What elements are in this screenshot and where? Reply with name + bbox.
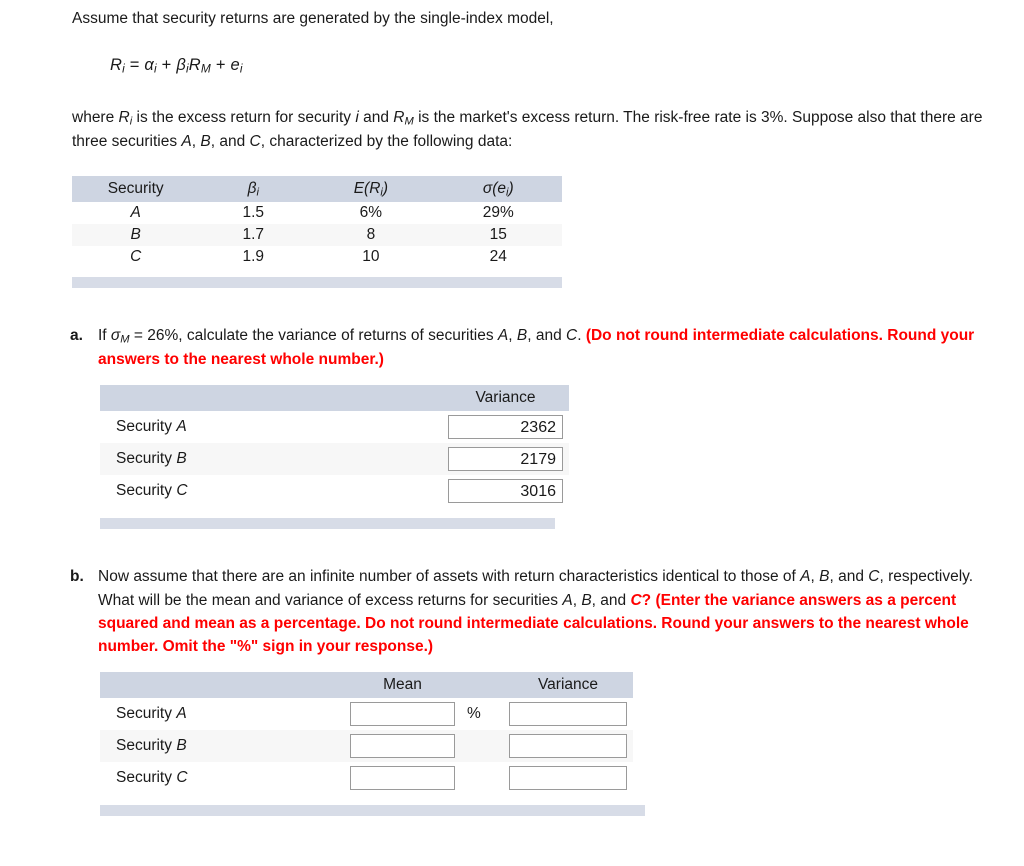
column-header-variance: Variance bbox=[503, 672, 633, 698]
row-label-security-c bbox=[100, 762, 344, 794]
column-header-blank bbox=[100, 385, 442, 411]
equation-plus-2: + bbox=[215, 56, 226, 74]
column-header-percent-spacer bbox=[461, 672, 503, 698]
where-security-a: A bbox=[181, 133, 192, 151]
part-b-sep-1: , bbox=[810, 568, 820, 586]
part-b-sep-4: , and bbox=[591, 591, 631, 609]
table-row bbox=[100, 762, 633, 794]
part-a-table-footer-bar bbox=[100, 518, 555, 529]
row-label-security-c bbox=[100, 475, 442, 507]
table-footer-bar bbox=[72, 277, 562, 288]
row-label-security: C bbox=[176, 769, 188, 787]
part-b-body bbox=[98, 565, 1000, 658]
equation-rm-subscript: M bbox=[200, 61, 212, 76]
mean-input-security-a[interactable] bbox=[350, 702, 455, 726]
cell-security bbox=[72, 202, 199, 224]
row-label-security: B bbox=[176, 450, 187, 468]
part-a-instruction: (Do not round intermediate calculations. Round your answers to the nearest whole number.) bbox=[98, 327, 975, 369]
part-b-text-3: ? bbox=[641, 591, 656, 609]
part-b-label: b. bbox=[70, 568, 84, 586]
table-header-row bbox=[72, 176, 562, 202]
table-row bbox=[72, 246, 562, 268]
percent-sign-security-a: % bbox=[467, 705, 481, 723]
part-a-text-1: If bbox=[98, 327, 111, 345]
column-header-expected-return bbox=[307, 176, 434, 202]
where-text-4: is the market's excess return. The risk-free rate is 3%. Suppose also that there are three securities bbox=[72, 108, 983, 151]
table-header-row bbox=[100, 385, 569, 411]
part-a-answer-block bbox=[100, 385, 1024, 529]
table-row bbox=[100, 443, 569, 475]
equation-alpha-subscript: i bbox=[154, 61, 157, 76]
column-header-blank bbox=[100, 672, 344, 698]
table-header-row bbox=[100, 672, 633, 698]
row-label-security-a bbox=[100, 411, 442, 443]
security-name: A bbox=[130, 204, 141, 222]
equation-alpha: α bbox=[144, 56, 155, 74]
part-b-security-a2: A bbox=[562, 591, 573, 609]
equation-rm: R bbox=[188, 56, 201, 74]
where-text-3: and bbox=[358, 108, 394, 126]
where-sep-1: , bbox=[191, 133, 201, 151]
variance-input-security-c[interactable]: 3016 bbox=[448, 479, 563, 503]
part-b-sep-2: , and bbox=[829, 568, 869, 586]
where-i: i bbox=[355, 108, 359, 126]
equation-beta-subscript: i bbox=[185, 61, 189, 76]
row-label-prefix: Security bbox=[116, 482, 177, 500]
cell-mean-c bbox=[344, 762, 461, 794]
part-b-security-b: B bbox=[819, 568, 830, 586]
security-name: C bbox=[130, 248, 142, 266]
part-b-text-1: Now assume that there are an infinite number of assets with return characteristics identical to those of bbox=[98, 568, 801, 586]
row-label-security-b bbox=[100, 730, 344, 762]
part-b-instruction: (Enter the variance answers as a percent squared and mean as a percentage. Do not round intermediate calculations. Round your answers to the nearest whole number. Omit the "%" sign in your response.) bbox=[98, 591, 969, 656]
where-rm-subscript: M bbox=[404, 115, 414, 128]
cell-variance-a bbox=[442, 411, 569, 443]
part-b-table-footer-bar bbox=[100, 805, 645, 816]
row-label-prefix: Security bbox=[116, 450, 177, 468]
cell-mean-b bbox=[344, 730, 461, 762]
part-a-sep-2: , and bbox=[527, 327, 566, 345]
equation-e: e bbox=[230, 56, 240, 74]
where-text-1: where bbox=[72, 108, 119, 126]
table-row bbox=[100, 411, 569, 443]
equation-beta: β bbox=[176, 56, 186, 74]
variance-input-security-a[interactable]: 2362 bbox=[448, 415, 563, 439]
er-subscript: i bbox=[380, 186, 383, 199]
row-label-prefix: Security bbox=[116, 705, 177, 723]
part-a-text-2: = 26%, calculate the variance of returns of securities bbox=[129, 327, 498, 345]
where-security-b: B bbox=[200, 133, 211, 151]
sigma-subscript: i bbox=[506, 186, 509, 199]
part-b-security-b2: B bbox=[581, 591, 592, 609]
single-index-model-equation bbox=[110, 56, 1024, 76]
given-data-table-wrapper bbox=[72, 176, 562, 288]
cell-variance-b bbox=[442, 443, 569, 475]
variance-input-security-b[interactable] bbox=[509, 734, 627, 758]
table-row bbox=[72, 224, 562, 246]
equation-e-subscript: i bbox=[239, 61, 243, 76]
intro-text: Assume that security returns are generated by the single-index model, bbox=[72, 10, 554, 27]
table-row bbox=[72, 202, 562, 224]
cell-beta: 1.9 bbox=[242, 248, 265, 266]
question-part-a bbox=[72, 324, 1000, 371]
er-open: E(R bbox=[353, 179, 381, 197]
cell-variance-a bbox=[503, 698, 633, 730]
row-label-security: A bbox=[176, 705, 187, 723]
equation-lhs: R bbox=[110, 56, 123, 74]
where-r: R bbox=[118, 108, 130, 126]
cell-residual-sigma: 15 bbox=[435, 224, 562, 246]
row-label-prefix: Security bbox=[116, 737, 177, 755]
column-header-variance: Variance bbox=[442, 385, 569, 411]
column-header-residual-sigma bbox=[435, 176, 562, 202]
table-row bbox=[100, 698, 633, 730]
cell-expected-return: 8 bbox=[307, 224, 434, 246]
cell-beta: 1.7 bbox=[199, 224, 307, 246]
part-b-sep-3: , bbox=[572, 591, 582, 609]
sigma-close: ) bbox=[508, 179, 514, 197]
table-row bbox=[100, 475, 569, 507]
part-b-security-a: A bbox=[800, 568, 811, 586]
part-a-label: a. bbox=[70, 327, 83, 345]
beta-subscript: i bbox=[256, 186, 259, 199]
row-label-security: C bbox=[176, 482, 188, 500]
column-header-security: Security bbox=[72, 176, 199, 202]
row-label-prefix: Security bbox=[116, 769, 177, 787]
cell-expected-return: 10 bbox=[362, 248, 380, 266]
mean-input-security-c[interactable] bbox=[350, 766, 455, 790]
table-row bbox=[100, 730, 633, 762]
beta-symbol: β bbox=[247, 179, 257, 197]
where-paragraph bbox=[72, 106, 1004, 154]
row-label-security: A bbox=[176, 418, 187, 436]
part-a-text-3: . bbox=[577, 327, 586, 345]
cell-variance-b bbox=[503, 730, 633, 762]
where-r-subscript: i bbox=[129, 115, 133, 128]
cell-mean-a bbox=[344, 698, 461, 730]
percent-spacer-security-c bbox=[461, 762, 503, 794]
cell-residual-sigma: 29% bbox=[482, 204, 514, 222]
row-label-security-a bbox=[100, 698, 344, 730]
column-header-mean: Mean bbox=[344, 672, 461, 698]
where-text-5: , characterized by the following data: bbox=[260, 133, 513, 151]
percent-spacer-security-b bbox=[461, 730, 503, 762]
variance-input-security-b[interactable]: 2179 bbox=[448, 447, 563, 471]
part-b-answer-block bbox=[100, 672, 1024, 816]
part-a-security-a: A bbox=[497, 327, 509, 345]
part-a-sep-1: , bbox=[508, 327, 517, 345]
sigma-m-symbol: σ bbox=[110, 327, 121, 345]
cell-variance-c bbox=[503, 762, 633, 794]
part-b-security-c2: C bbox=[630, 591, 642, 609]
given-data-table bbox=[72, 176, 562, 268]
where-sep-2: , and bbox=[210, 133, 250, 151]
equation-lhs-subscript: i bbox=[122, 61, 125, 76]
column-header-beta bbox=[199, 176, 307, 202]
where-rm: R bbox=[393, 108, 405, 126]
part-b-security-c: C bbox=[868, 568, 880, 586]
part-a-answer-table bbox=[100, 385, 569, 507]
equation-equals: = bbox=[129, 56, 140, 74]
variance-input-security-c[interactable] bbox=[509, 766, 627, 790]
security-name: B bbox=[130, 226, 141, 244]
cell-security bbox=[72, 246, 199, 268]
where-text-2: is the excess return for security bbox=[132, 108, 356, 126]
row-label-security: B bbox=[176, 737, 187, 755]
part-b-answer-table bbox=[100, 672, 633, 794]
cell-variance-c bbox=[442, 475, 569, 507]
row-label-prefix: Security bbox=[116, 418, 177, 436]
row-label-security-b bbox=[100, 443, 442, 475]
cell-residual-sigma: 24 bbox=[489, 248, 507, 266]
sigma-open: σ(e bbox=[482, 179, 507, 197]
cell-security bbox=[72, 224, 199, 246]
part-a-security-c: C bbox=[566, 327, 578, 345]
cell-beta: 1.5 bbox=[242, 204, 265, 222]
where-security-c: C bbox=[249, 133, 261, 151]
part-a-security-b: B bbox=[516, 327, 528, 345]
cell-expected-return: 6% bbox=[359, 204, 383, 222]
variance-input-security-a[interactable] bbox=[509, 702, 627, 726]
part-a-body bbox=[98, 324, 1000, 371]
part-b-text-2: , respectively. What will be the mean and variance of excess returns for securities bbox=[98, 568, 974, 609]
er-close: ) bbox=[382, 179, 389, 197]
equation-plus-1: + bbox=[161, 56, 172, 74]
sigma-m-subscript: M bbox=[120, 333, 130, 346]
mean-input-security-b[interactable] bbox=[350, 734, 455, 758]
question-part-b bbox=[72, 565, 1000, 658]
